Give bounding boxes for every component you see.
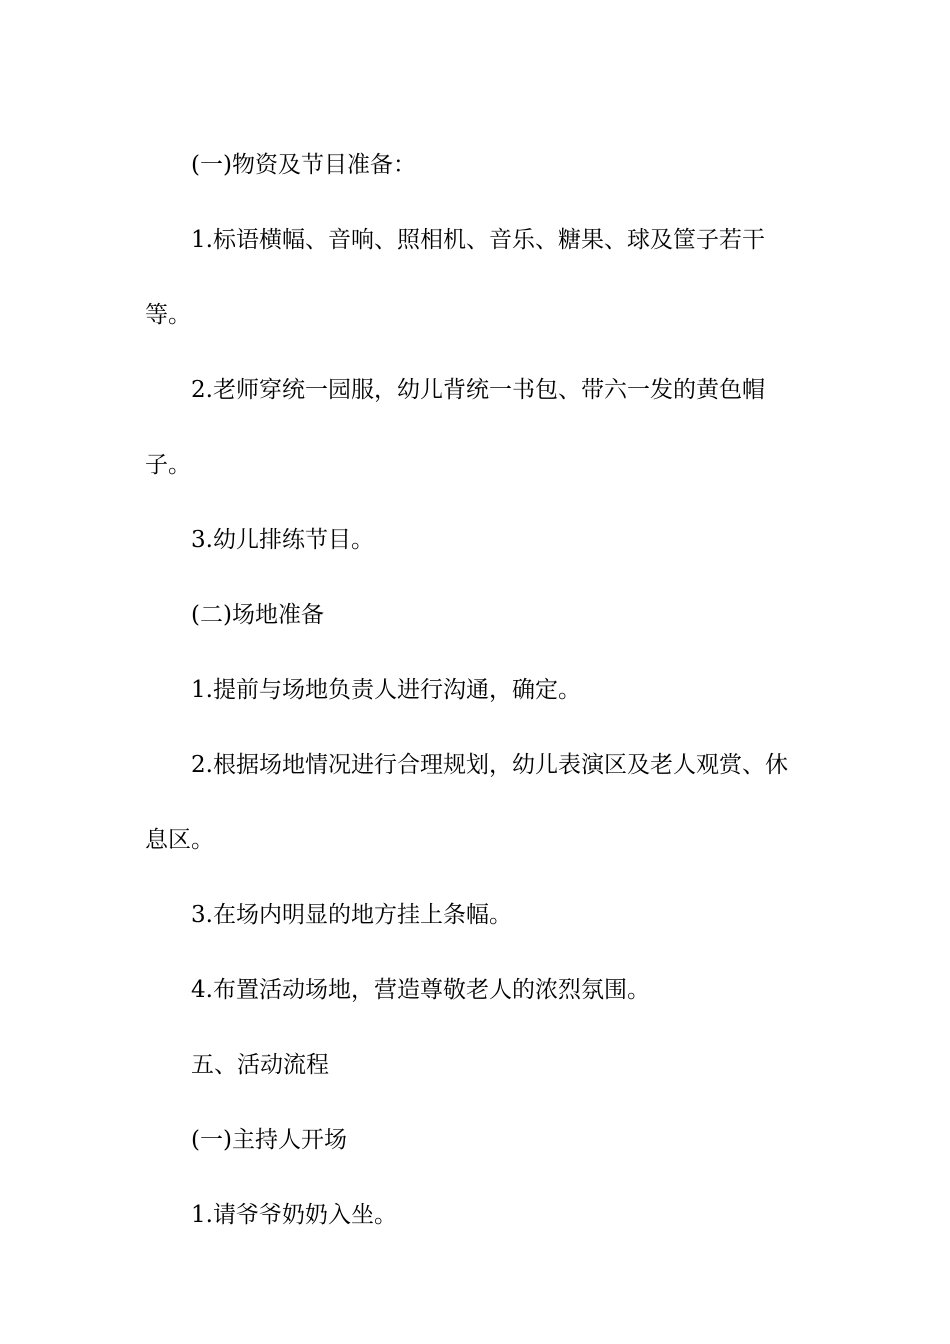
- list-item-venue-3: 3.在场内明显的地方挂上条幅。: [191, 902, 512, 928]
- list-item-venue-4: 4.布置活动场地，营造尊敬老人的浓烈氛围。: [191, 977, 650, 1003]
- section-heading-process: 五、活动流程: [191, 1052, 329, 1078]
- section-heading-venue: (二)场地准备: [191, 602, 324, 628]
- list-item-supplies-3: 3.幼儿排练节目。: [191, 527, 374, 553]
- subsection-heading-host-opening: (一)主持人开场: [191, 1127, 347, 1153]
- document-body: [145, 128, 807, 1253]
- list-item-supplies-2: 2.老师穿统一园服，幼儿背统一书包、带六一发的黄色帽子。: [145, 377, 765, 478]
- list-item-supplies-1: 1.标语横幅、音响、照相机、音乐、糖果、球及筐子若干等。: [145, 227, 765, 328]
- list-item-host-1: 1.请爷爷奶奶入坐。: [191, 1202, 397, 1228]
- list-item-venue-1: 1.提前与场地负责人进行沟通，确定。: [191, 677, 581, 703]
- section-heading-supplies: (一)物资及节目准备：: [191, 152, 416, 178]
- list-item-venue-2: 2.根据场地情况进行合理规划，幼儿表演区及老人观赏、休息区。: [145, 752, 788, 853]
